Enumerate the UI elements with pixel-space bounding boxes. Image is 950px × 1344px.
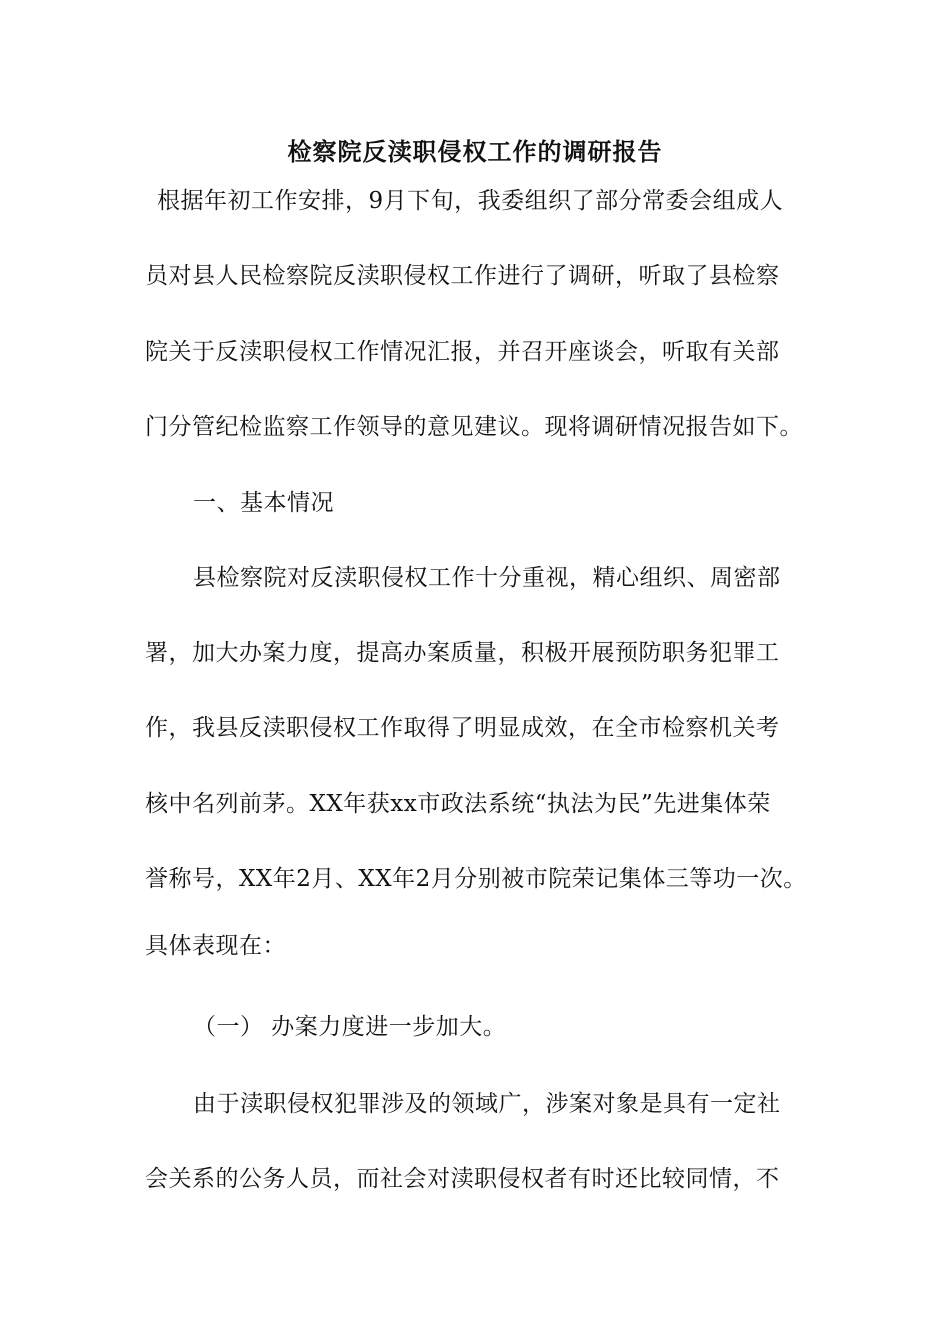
paragraph-line: 院关于反渎职侵权工作情况汇报，并召开座谈会，听取有关部: [145, 339, 780, 365]
paragraph-line: 誉称号，XX年2月、XX年2月分别被市院荣记集体三等功一次。: [145, 866, 807, 892]
subsection-heading: （一） 办案力度进一步加大。: [193, 1014, 507, 1040]
paragraph-line: 作，我县反渎职侵权工作取得了明显成效，在全市检察机关考: [145, 715, 780, 741]
section-heading: 一、基本情况: [193, 490, 334, 516]
paragraph-line: 县检察院对反渎职侵权工作十分重视，精心组织、周密部: [193, 565, 781, 591]
paragraph-line: 门分管纪检监察工作领导的意见建议。现将调研情况报告如下。: [145, 414, 803, 440]
paragraph-line: 核中名列前茅。XX年获xx市政法系统“执法为民”先进集体荣: [145, 791, 771, 817]
document-title: 检察院反渎职侵权工作的调研报告: [287, 137, 663, 166]
paragraph-line: 根据年初工作安排，9月下旬，我委组织了部分常委会组成人: [157, 188, 784, 214]
paragraph-line: 具体表现在：: [145, 933, 286, 959]
paragraph-line: 员对县人民检察院反渎职侵权工作进行了调研，听取了县检察: [145, 263, 780, 289]
paragraph-line: 会关系的公务人员，而社会对渎职侵权者有时还比较同情，不: [145, 1166, 780, 1192]
paragraph-line: 由于渎职侵权犯罪涉及的领域广，涉案对象是具有一定社: [193, 1091, 781, 1117]
paragraph-line: 署，加大办案力度，提高办案质量，积极开展预防职务犯罪工: [145, 640, 780, 666]
